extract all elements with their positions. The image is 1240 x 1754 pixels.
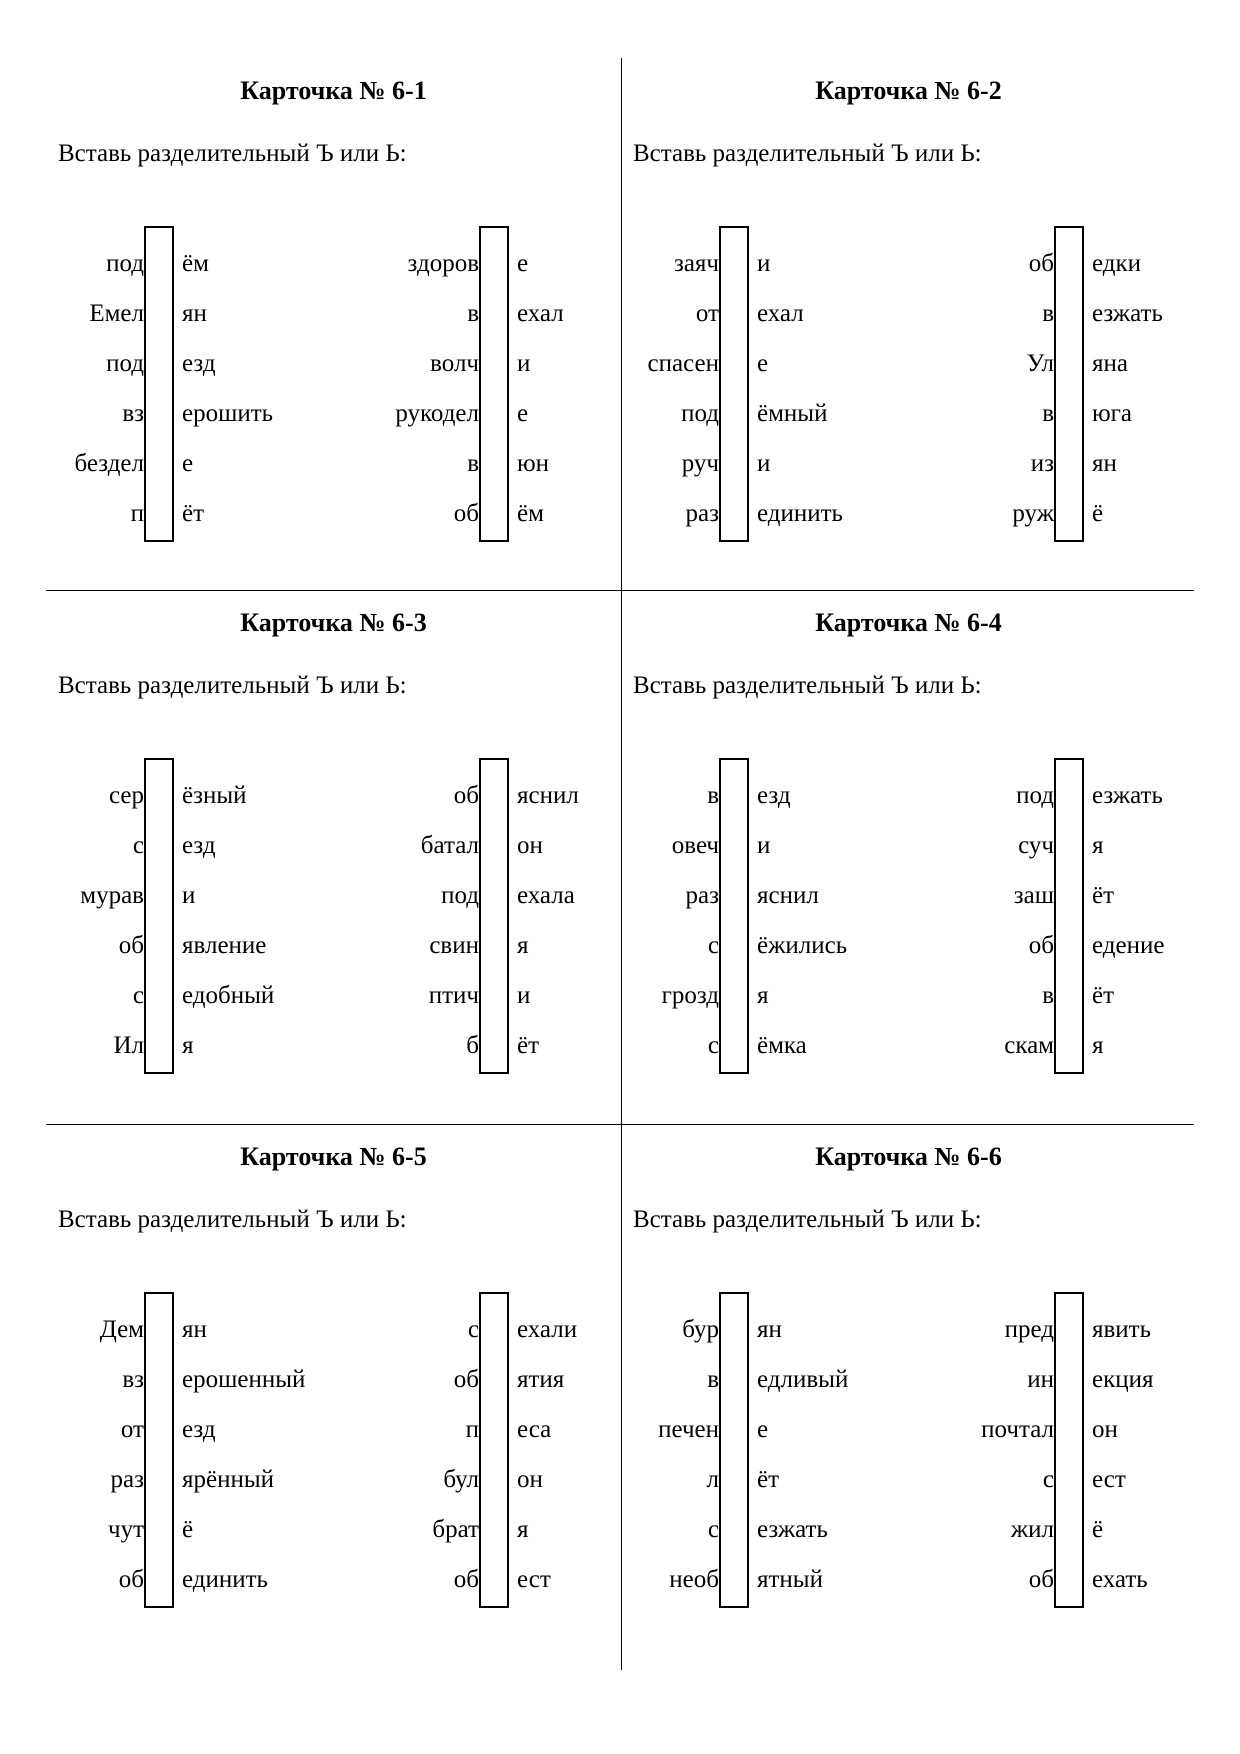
word-suffix: ян [1092, 450, 1117, 477]
answer-box[interactable] [1054, 758, 1084, 1074]
word-suffix: езд [182, 1416, 216, 1443]
word-prefix: вз [122, 1366, 144, 1393]
word-suffix: яснил [757, 882, 819, 909]
word-suffix: езд [182, 350, 216, 377]
word-prefix: л [706, 1466, 719, 1493]
word-prefix: с [707, 1516, 719, 1543]
word-prefix: в [1042, 300, 1054, 327]
word-suffix: ехал [757, 300, 804, 327]
word-suffix: юн [517, 450, 550, 477]
word-prefix: в [1042, 400, 1054, 427]
word-prefix: об [118, 932, 144, 959]
word-prefix: раз [110, 1466, 144, 1493]
answer-box[interactable] [479, 1292, 509, 1608]
word-suffix: ерошить [182, 400, 274, 427]
word-suffix: екция [1092, 1366, 1154, 1393]
card-title: Карточка № 6-1 [240, 76, 427, 105]
word-prefix: под [441, 882, 479, 909]
word-prefix: под [106, 350, 144, 377]
word-suffix: и [757, 250, 771, 277]
word-suffix: я [757, 982, 769, 1009]
word-suffix: я [517, 1516, 529, 1543]
word-prefix: бул [443, 1466, 479, 1493]
word-suffix: езд [182, 832, 216, 859]
word-suffix: яна [1092, 350, 1128, 377]
word-suffix: едливый [757, 1366, 849, 1393]
answer-box[interactable] [1054, 1292, 1084, 1608]
card-instruction: Вставь разделительный Ъ или Ь: [58, 140, 407, 167]
word-suffix: ё [182, 1516, 194, 1543]
word-suffix: ёжились [757, 932, 848, 959]
word-suffix: ё [1092, 1516, 1104, 1543]
word-prefix: пред [1004, 1316, 1054, 1343]
word-suffix: ёт [757, 1466, 780, 1493]
answer-box[interactable] [144, 758, 174, 1074]
word-prefix: мурав [80, 882, 144, 909]
word-suffix: ёмка [757, 1032, 807, 1059]
answer-box[interactable] [144, 226, 174, 542]
word-prefix: волч [430, 350, 479, 377]
word-suffix: он [517, 832, 543, 859]
word-prefix: бур [682, 1316, 719, 1343]
word-suffix: явить [1092, 1316, 1152, 1343]
word-suffix: е [757, 350, 769, 377]
word-prefix: скам [1004, 1032, 1054, 1059]
word-prefix: бездел [74, 450, 144, 477]
word-prefix: в [707, 1366, 719, 1393]
card-instruction: Вставь разделительный Ъ или Ь: [633, 672, 982, 699]
word-prefix: батал [420, 832, 479, 859]
word-suffix: ерошенный [182, 1366, 306, 1393]
card-instruction: Вставь разделительный Ъ или Ь: [633, 140, 982, 167]
word-prefix: от [695, 300, 719, 327]
word-prefix: здоров [407, 250, 479, 277]
word-suffix: ян [182, 1316, 207, 1343]
word-prefix: об [453, 1566, 479, 1593]
word-prefix: с [707, 932, 719, 959]
word-suffix: яснил [517, 782, 579, 809]
card-4 [621, 590, 1196, 1120]
word-suffix: ёт [1092, 982, 1115, 1009]
word-suffix: и [757, 832, 771, 859]
word-prefix: об [453, 1366, 479, 1393]
word-prefix: под [681, 400, 719, 427]
word-prefix: заяч [673, 250, 719, 277]
word-prefix: чут [108, 1516, 144, 1543]
card-title: Карточка № 6-3 [240, 608, 427, 637]
word-prefix: Емел [89, 300, 144, 327]
word-suffix: е [517, 250, 529, 277]
word-prefix: с [132, 982, 144, 1009]
word-suffix: ехать [1092, 1566, 1148, 1593]
word-suffix: я [1092, 1032, 1104, 1059]
word-suffix: единить [757, 500, 843, 527]
word-suffix: ятия [517, 1366, 565, 1393]
word-suffix: езжать [1092, 300, 1163, 327]
word-suffix: и [517, 350, 531, 377]
word-prefix: об [453, 782, 479, 809]
word-suffix: едки [1092, 250, 1142, 277]
word-suffix: ё [1092, 500, 1104, 527]
card-instruction: Вставь разделительный Ъ или Ь: [58, 1206, 407, 1233]
word-suffix: ест [517, 1566, 551, 1593]
word-suffix: единить [182, 1566, 268, 1593]
answer-box[interactable] [479, 758, 509, 1074]
word-prefix: об [453, 500, 479, 527]
word-prefix: вз [122, 400, 144, 427]
word-prefix: в [467, 300, 479, 327]
word-prefix: в [1042, 982, 1054, 1009]
word-suffix: езжать [1092, 782, 1163, 809]
word-prefix: руч [681, 450, 719, 477]
word-prefix: печен [658, 1416, 719, 1443]
word-prefix: об [1028, 250, 1054, 277]
word-suffix: ём [517, 500, 544, 527]
word-suffix: и [517, 982, 531, 1009]
word-prefix: в [467, 450, 479, 477]
word-prefix: с [1042, 1466, 1054, 1493]
word-prefix: заш [1013, 882, 1054, 909]
word-suffix: и [182, 882, 196, 909]
card-instruction: Вставь разделительный Ъ или Ь: [58, 672, 407, 699]
word-suffix: я [182, 1032, 194, 1059]
word-suffix: ёт [1092, 882, 1115, 909]
word-prefix: руж [1012, 500, 1054, 527]
word-prefix: раз [685, 500, 719, 527]
card-title: Карточка № 6-4 [815, 608, 1002, 637]
word-prefix: грозд [661, 982, 719, 1009]
word-suffix: ёт [517, 1032, 540, 1059]
answer-box[interactable] [719, 758, 749, 1074]
word-suffix: едобный [182, 982, 275, 1009]
word-suffix: едение [1092, 932, 1165, 959]
card-6 [621, 1124, 1196, 1654]
word-prefix: необ [669, 1566, 719, 1593]
card-2 [621, 58, 1196, 588]
word-prefix: б [466, 1032, 479, 1059]
word-suffix: езжать [757, 1516, 828, 1543]
word-suffix: юга [1092, 400, 1133, 427]
card-instruction: Вставь разделительный Ъ или Ь: [633, 1206, 982, 1233]
word-prefix: об [1028, 932, 1054, 959]
word-prefix: раз [685, 882, 719, 909]
word-prefix: суч [1018, 832, 1054, 859]
word-suffix: он [517, 1466, 543, 1493]
word-prefix: ин [1027, 1366, 1054, 1393]
word-suffix: ёт [182, 500, 205, 527]
word-prefix: свин [429, 932, 479, 959]
word-suffix: я [1092, 832, 1104, 859]
word-suffix: ятный [757, 1566, 823, 1593]
word-suffix: ехал [517, 300, 564, 327]
word-prefix: под [106, 250, 144, 277]
word-suffix: я [517, 932, 529, 959]
card-3 [46, 590, 621, 1120]
word-suffix: ёмный [757, 400, 828, 427]
word-prefix: рукодел [395, 400, 479, 427]
word-suffix: еса [517, 1416, 552, 1443]
word-prefix: Ул [1026, 350, 1054, 377]
card-title: Карточка № 6-5 [240, 1142, 427, 1171]
word-prefix: об [1028, 1566, 1054, 1593]
word-suffix: ехала [517, 882, 575, 909]
word-prefix: почтал [981, 1416, 1054, 1443]
word-prefix: в [707, 782, 719, 809]
word-prefix: под [1016, 782, 1054, 809]
word-suffix: ехали [517, 1316, 578, 1343]
word-suffix: ян [182, 300, 207, 327]
answer-box[interactable] [479, 226, 509, 542]
word-suffix: ярённый [182, 1466, 275, 1493]
card-5 [46, 1124, 621, 1654]
word-suffix: е [517, 400, 529, 427]
word-prefix: Ил [113, 1032, 144, 1059]
word-suffix: ест [1092, 1466, 1126, 1493]
word-prefix: брат [432, 1516, 479, 1543]
word-prefix: Дем [99, 1316, 144, 1343]
word-prefix: с [467, 1316, 479, 1343]
answer-box[interactable] [144, 1292, 174, 1608]
word-prefix: с [707, 1032, 719, 1059]
word-suffix: ём [182, 250, 209, 277]
card-1 [46, 58, 621, 588]
word-prefix: с [132, 832, 144, 859]
word-prefix: сер [109, 782, 144, 809]
word-suffix: и [757, 450, 771, 477]
answer-box[interactable] [1054, 226, 1084, 542]
word-prefix: п [130, 500, 144, 527]
word-suffix: е [757, 1416, 769, 1443]
word-prefix: об [118, 1566, 144, 1593]
word-prefix: п [465, 1416, 479, 1443]
card-title: Карточка № 6-6 [815, 1142, 1002, 1171]
word-prefix: птич [428, 982, 479, 1009]
word-prefix: из [1030, 450, 1054, 477]
word-prefix: жил [1010, 1516, 1054, 1543]
word-suffix: явление [182, 932, 267, 959]
card-title: Карточка № 6-2 [815, 76, 1002, 105]
word-suffix: е [182, 450, 194, 477]
word-suffix: ёзный [182, 782, 247, 809]
answer-box[interactable] [719, 226, 749, 542]
word-prefix: овеч [671, 832, 719, 859]
word-prefix: спасен [647, 350, 719, 377]
word-suffix: езд [757, 782, 791, 809]
word-suffix: ян [757, 1316, 782, 1343]
answer-box[interactable] [719, 1292, 749, 1608]
word-prefix: от [120, 1416, 144, 1443]
word-suffix: он [1092, 1416, 1118, 1443]
